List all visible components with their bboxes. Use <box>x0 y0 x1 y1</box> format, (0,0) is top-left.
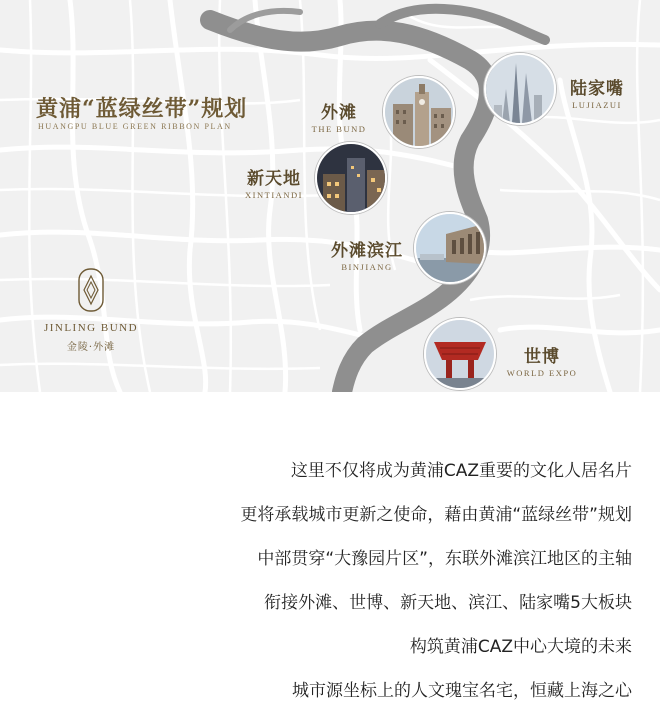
description-line: 中部贯穿“大豫园片区”，东联外滩滨江地区的主轴 <box>257 549 632 569</box>
label-xintiandi: 新天地 XINTIANDI <box>245 169 303 200</box>
logo-en: JINLING BUND <box>43 322 139 334</box>
description-block <box>0 392 660 710</box>
description-line: 城市源坐标上的人文瑰宝名宅，恒藏上海之心 <box>292 681 632 701</box>
map-subtitle: HUANGPU BLUE GREEN RIBBON PLAN <box>38 122 232 131</box>
xintiandi-photo <box>315 142 387 214</box>
jinling-bund-logo <box>36 268 146 353</box>
binjiang-photo <box>414 212 486 284</box>
label-binjiang: 外滩滨江 BINJIANG <box>331 241 403 272</box>
description-line: 衔接外滩、世博、新天地、滨江、陆家嘴5大板块 <box>264 593 632 613</box>
logo-cn: 金陵·外滩 <box>66 342 116 353</box>
jinling-bund-emblem-icon <box>78 268 104 312</box>
description-line: 构筑黄浦CAZ中心大境的未来 <box>409 637 632 657</box>
description-line: 更将承载城市更新之使命，藉由黄浦“蓝绿丝带”规划 <box>240 505 632 525</box>
map-title: 黄浦“蓝绿丝带”规划 <box>36 96 248 122</box>
label-world-expo: 世博 WORLD EXPO <box>506 347 578 378</box>
label-lujiazui: 陆家嘴 LUJIAZUI <box>570 79 624 110</box>
lujiazui-photo <box>484 53 556 125</box>
label-the-bund: 外滩 THE BUND <box>311 103 367 134</box>
description-line: 这里不仅将成为黄浦CAZ重要的文化人居名片 <box>290 461 632 481</box>
bund-photo <box>383 76 455 148</box>
world-expo-photo <box>424 318 496 390</box>
